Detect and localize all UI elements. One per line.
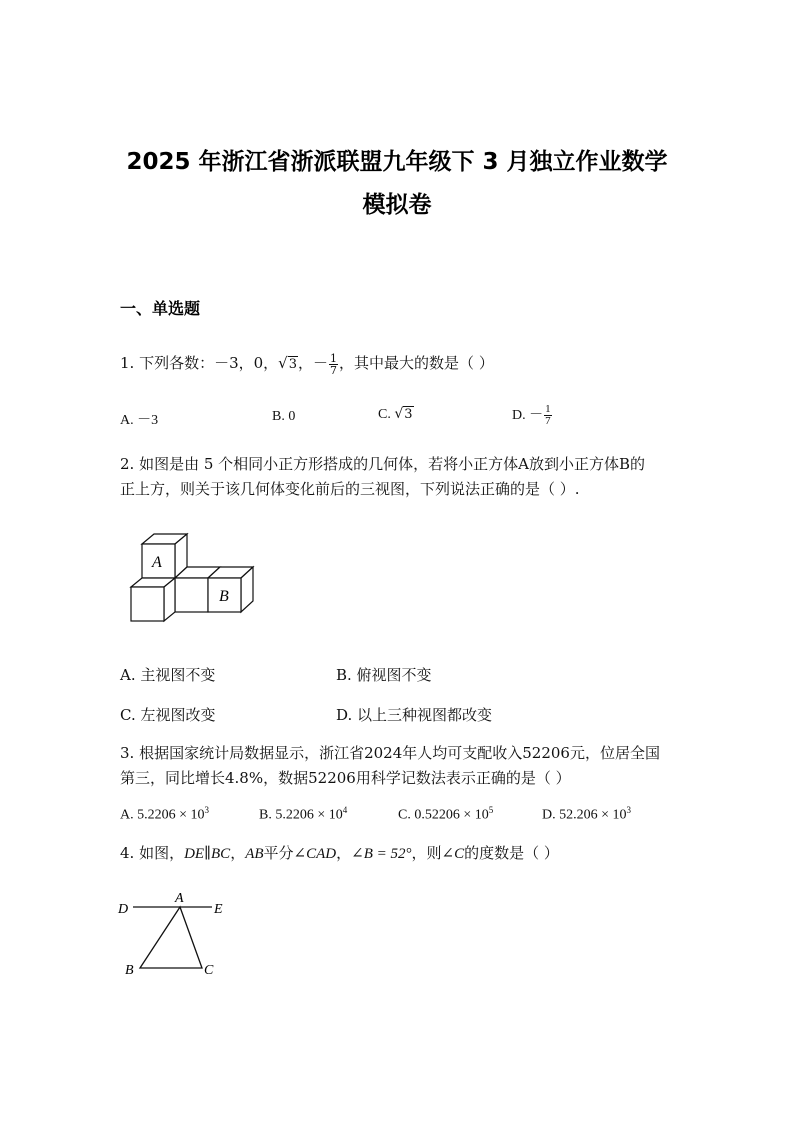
question-1 xyxy=(120,352,494,376)
q4-sep2: ， xyxy=(336,844,352,862)
q1-option-c[interactable] xyxy=(378,406,414,423)
q4-parallel: DE∥BC xyxy=(184,846,231,862)
page-title-line2: 模拟卷 xyxy=(362,192,432,218)
q1-neg: － xyxy=(313,354,329,372)
q3-option-a[interactable] xyxy=(120,805,209,824)
question-2-line2: 正上方，则关于该几何体变化前后的三视图，下列说法正确的是（ ）. xyxy=(120,480,580,498)
question-2-line1: 2. 如图是由 5 个相同小正方形搭成的几何体，若将小正方体A放到小正方体B的 xyxy=(120,455,646,473)
q1-option-a[interactable]: A. －3 xyxy=(120,413,159,428)
q3-option-c-exp: 5 xyxy=(488,805,494,815)
q4-angle-b: ∠B = 52° xyxy=(351,846,412,862)
point-label-c: C xyxy=(204,963,214,978)
q1-option-d-fraction: $\frac{1}{7}$ xyxy=(545,403,551,428)
q4-suffix: 的度数是（ ） xyxy=(464,844,559,862)
q1-option-c-label: C. xyxy=(378,407,391,422)
q3-option-b[interactable] xyxy=(259,805,347,824)
triangle-figure xyxy=(115,890,235,985)
cube-label-a: A xyxy=(152,554,162,571)
q3-option-b-coef: 5.2206 × 10 xyxy=(275,807,343,823)
question-4 xyxy=(120,842,559,865)
q1-option-c-sqrt: √3 xyxy=(394,406,413,422)
point-label-b: B xyxy=(125,963,134,978)
q1-sqrt: √3 xyxy=(278,354,298,372)
q1-sep: ， xyxy=(298,354,314,372)
q4-angle-cad: ∠CAD xyxy=(293,846,337,862)
q3-option-d[interactable] xyxy=(542,805,631,824)
point-label-a: A xyxy=(175,891,184,906)
q3-option-a-exp: 3 xyxy=(204,805,210,815)
q3-option-d-exp: 3 xyxy=(626,805,632,815)
q2-option-d[interactable]: D. 以上三种视图都改变 xyxy=(336,706,493,724)
q1-prefix: 1. 下列各数：－3，0， xyxy=(120,354,279,372)
q4-text-bisect: 平分 xyxy=(263,844,294,862)
section-heading: 一、单选题 xyxy=(120,299,201,318)
q3-option-c-label: C. xyxy=(398,807,411,823)
page-title: 2025 年浙江省浙派联盟九年级下 3 月独立作业数学 xyxy=(126,149,668,175)
cube-figure xyxy=(120,528,260,628)
q2-option-a[interactable]: A. 主视图不变 xyxy=(120,666,216,684)
q4-angle-c: ∠C xyxy=(441,846,465,862)
q3-option-d-coef: 52.206 × 10 xyxy=(559,807,627,823)
q1-suffix: ，其中最大的数是（ ） xyxy=(339,354,494,372)
q3-option-c[interactable] xyxy=(398,805,493,824)
point-label-e: E xyxy=(214,902,223,917)
q4-sep1: ， xyxy=(230,844,246,862)
q3-option-d-label: D. xyxy=(542,807,556,823)
cube-label-b: B xyxy=(219,588,229,605)
q3-option-c-coef: 0.52206 × 10 xyxy=(414,807,489,823)
q3-option-b-label: B. xyxy=(259,807,272,823)
question-3-line1: 3. 根据国家统计局数据显示，浙江省2024年人均可支配收入52206元，位居全国 xyxy=(120,744,660,762)
q2-option-b[interactable]: B. 俯视图不变 xyxy=(336,666,432,684)
q4-ab: AB xyxy=(245,846,264,862)
q2-option-c[interactable]: C. 左视图改变 xyxy=(120,706,216,724)
q1-option-d-neg: － xyxy=(529,408,544,423)
q3-option-a-coef: 5.2206 × 10 xyxy=(137,807,205,823)
q4-text-then: ，则 xyxy=(411,844,442,862)
point-label-d: D xyxy=(118,902,129,917)
question-3-line2: 第三，同比增长4.8%，数据52206用科学记数法表示正确的是（ ） xyxy=(120,769,571,787)
q3-option-a-label: A. xyxy=(120,807,134,823)
q1-option-b[interactable]: B. 0 xyxy=(272,409,296,424)
q3-option-b-exp: 4 xyxy=(342,805,348,815)
q1-option-d-label: D. xyxy=(512,408,526,423)
q4-prefix: 4. 如图， xyxy=(120,844,185,862)
q1-option-d[interactable] xyxy=(512,404,553,427)
q1-fraction: $\frac{1}{7}$ xyxy=(330,351,338,377)
